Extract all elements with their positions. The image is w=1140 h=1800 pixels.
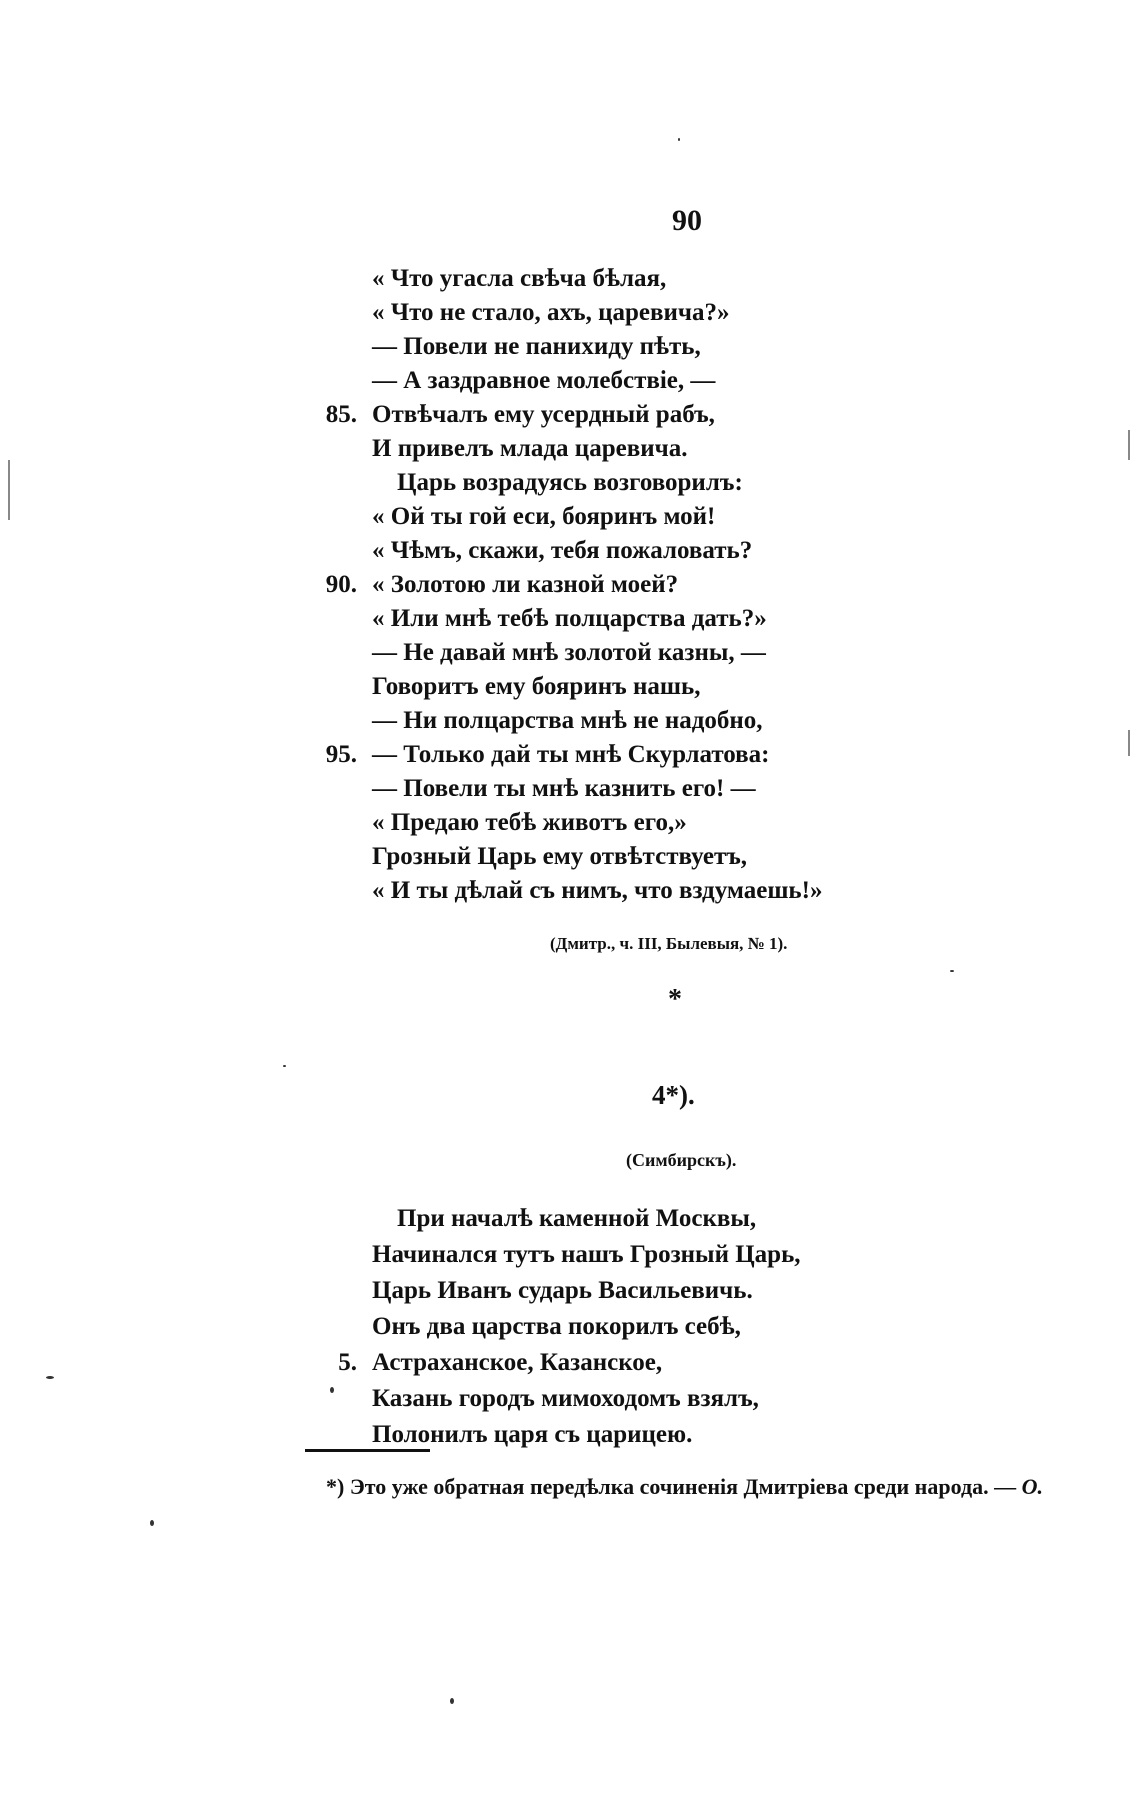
verse-text: — Только дай ты мнѣ Скурлатова: xyxy=(372,741,770,768)
source-citation: (Дмитр., ч. III, Былевыя, № 1). xyxy=(550,934,788,953)
line-number: 90. xyxy=(325,571,357,598)
verse-line xyxy=(0,1418,1140,1452)
verse-text: Царь возрадуясь возговорилъ: xyxy=(397,469,743,496)
verse-text: Астраханское, Казанское, xyxy=(372,1349,663,1376)
verse-line xyxy=(0,840,1140,874)
verse-line xyxy=(0,874,1140,908)
verse-line xyxy=(0,534,1140,568)
verse-text: « Золотою ли казной моей? xyxy=(372,571,679,598)
verse-line xyxy=(0,1382,1140,1416)
line-number: 5. xyxy=(338,1349,357,1376)
verse-text: « Что не стало, ахъ, царевича?» xyxy=(372,299,730,326)
scan-artifact xyxy=(46,1376,54,1379)
verse-text: Говоритъ ему бояринъ нашь, xyxy=(372,673,701,700)
line-number: 95. xyxy=(325,741,357,768)
verse-text: Начинался тутъ нашъ Грозный Царь, xyxy=(372,1241,801,1268)
line-number: 85. xyxy=(325,401,357,428)
section-place: (Симбирскъ). xyxy=(626,1150,737,1170)
verse-text: — Не давай мнѣ золотой казны, — xyxy=(372,639,766,666)
verse-line xyxy=(0,398,1140,432)
verse-text: — Повели не панихиду пѣть, xyxy=(372,333,701,360)
verse-text: Грозный Царь ему отвѣтствуетъ, xyxy=(372,843,748,870)
verse-line xyxy=(0,772,1140,806)
verse-line xyxy=(0,500,1140,534)
verse-text: « Предаю тебѣ животъ его,» xyxy=(372,809,687,836)
scan-artifact xyxy=(1128,430,1130,460)
verse-text: Полонилъ царя съ царицею. xyxy=(372,1421,693,1448)
scan-artifact xyxy=(8,460,10,520)
verse-text: Онъ два царства покорилъ себѣ, xyxy=(372,1313,741,1340)
verse-text: « И ты дѣлай съ нимъ, что вздумаешь!» xyxy=(372,877,823,904)
verse-text: Казань городъ мимоходомъ взялъ, xyxy=(372,1385,759,1412)
scan-artifact xyxy=(450,1698,454,1704)
verse-line xyxy=(0,636,1140,670)
verse-line xyxy=(0,330,1140,364)
verse-line xyxy=(0,466,1140,500)
verse-line xyxy=(0,806,1140,840)
footnote xyxy=(326,1474,1043,1500)
scan-artifact xyxy=(283,1065,286,1067)
verse-line xyxy=(0,432,1140,466)
verse-text: Отвѣчалъ ему усердный рабъ, xyxy=(372,401,715,428)
verse-line xyxy=(0,602,1140,636)
verse-line xyxy=(0,704,1140,738)
footnote-rule xyxy=(305,1449,430,1452)
scan-artifact xyxy=(1128,730,1130,756)
verse-text: « Или мнѣ тебѣ полцарства дать?» xyxy=(372,605,767,632)
page-number: 90 xyxy=(672,204,702,237)
verse-line xyxy=(0,1310,1140,1344)
verse-line xyxy=(0,296,1140,330)
verse-line xyxy=(0,262,1140,296)
verse-line xyxy=(0,1274,1140,1308)
scan-artifact xyxy=(150,1520,154,1526)
scan-artifact xyxy=(678,138,680,141)
verse-text: — А заздравное молебствіе, — xyxy=(372,367,716,394)
verse-line xyxy=(0,1238,1140,1272)
scan-artifact xyxy=(330,1387,334,1393)
verse-text: Царь Иванъ сударь Васильевичь. xyxy=(372,1277,753,1304)
verse-text: « Ой ты гой еси, бояринъ мой! xyxy=(372,503,716,530)
verse-text: « Что угасла свѣча бѣлая, xyxy=(372,265,667,292)
footnote-text: *) Это уже обратная передѣлка сочиненія Дмитріева среди народа. — xyxy=(326,1474,1017,1499)
verse-line xyxy=(0,364,1140,398)
footnote-signature: О. xyxy=(1021,1474,1043,1499)
scan-artifact xyxy=(950,970,954,972)
verse-line xyxy=(0,1346,1140,1380)
verse-text: И привелъ млада царевича. xyxy=(372,435,688,462)
verse-line xyxy=(0,1202,1140,1236)
section-heading: 4*). xyxy=(652,1080,695,1110)
verse-text: — Ни полцарства мнѣ не надобно, xyxy=(372,707,763,734)
verse-text: При началѣ каменной Москвы, xyxy=(397,1205,757,1232)
verse-line xyxy=(0,670,1140,704)
verse-line xyxy=(0,568,1140,602)
verse-text: « Чѣмъ, скажи, тебя пожаловать? xyxy=(372,537,753,564)
separator-asterisk: * xyxy=(668,984,682,1015)
verse-line xyxy=(0,738,1140,772)
verse-text: — Повели ты мнѣ казнить его! — xyxy=(372,775,756,802)
